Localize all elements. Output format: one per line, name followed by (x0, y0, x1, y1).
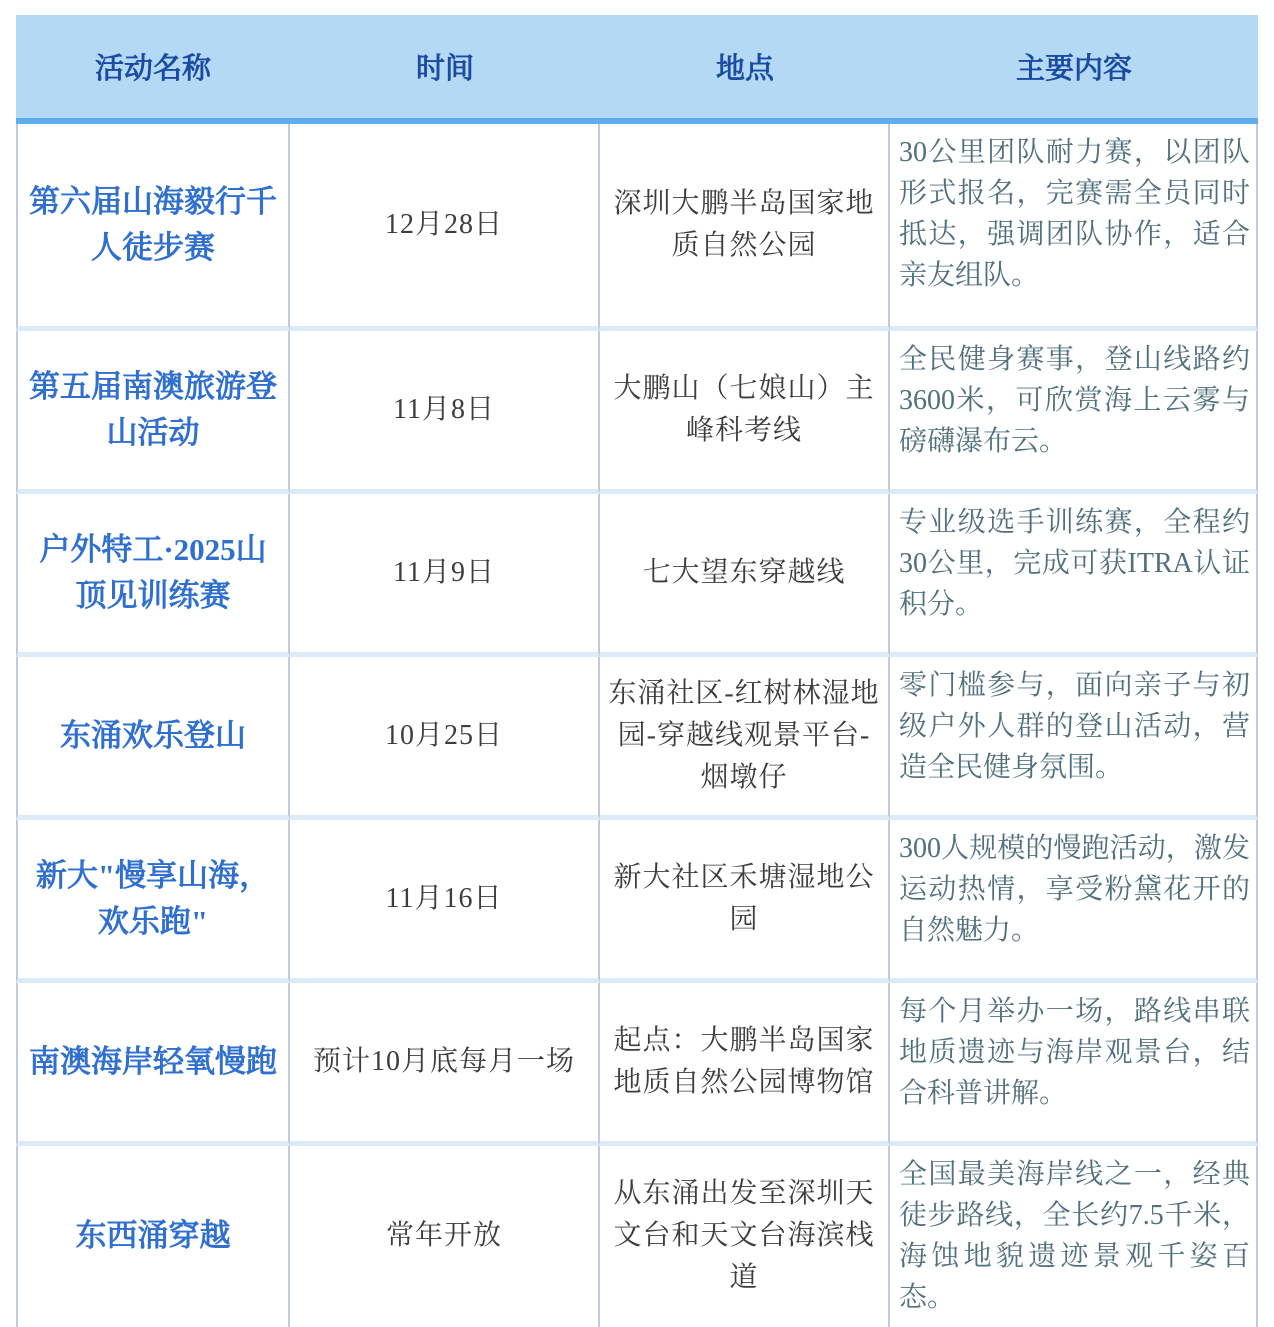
event-location-cell: 大鹏山（七娘山）主峰科考线 (600, 331, 890, 494)
event-name-cell: 第六届山海毅行千人徒步赛 (16, 124, 290, 331)
event-location-cell: 起点：大鹏半岛国家地质自然公园博物馆 (600, 983, 890, 1146)
header-row (16, 15, 1258, 124)
column-header-name: 活动名称 (16, 15, 290, 124)
event-name-cell: 新大"慢享山海，欢乐跑" (16, 820, 290, 983)
event-time-cell: 11月9日 (290, 494, 600, 657)
table-row (16, 1146, 1258, 1327)
event-location-cell: 东涌社区-红树林湿地园-穿越线观景平台-烟墩仔 (600, 657, 890, 820)
event-content-cell: 专业级选手训练赛，全程约30公里，完成可获ITRA认证积分。 (890, 494, 1258, 657)
table-row (16, 657, 1258, 820)
event-time-cell: 12月28日 (290, 124, 600, 331)
table-row (16, 983, 1258, 1146)
event-time-cell: 11月8日 (290, 331, 600, 494)
event-name-cell: 东涌欢乐登山 (16, 657, 290, 820)
event-time-cell: 11月16日 (290, 820, 600, 983)
table-row (16, 331, 1258, 494)
event-time-cell: 10月25日 (290, 657, 600, 820)
event-time-cell: 预计10月底每月一场 (290, 983, 600, 1146)
event-name-cell: 户外特工·2025山顶见训练赛 (16, 494, 290, 657)
table-row (16, 494, 1258, 657)
event-content-cell: 30公里团队耐力赛，以团队形式报名，完赛需全员同时抵达，强调团队协作，适合亲友组队。 (890, 124, 1258, 331)
event-name-cell: 东西涌穿越 (16, 1146, 290, 1327)
event-name-cell: 第五届南澳旅游登山活动 (16, 331, 290, 494)
event-location-cell: 深圳大鹏半岛国家地质自然公园 (600, 124, 890, 331)
table-row (16, 124, 1258, 331)
column-header-content: 主要内容 (890, 15, 1258, 124)
event-time-cell: 常年开放 (290, 1146, 600, 1327)
event-location-cell: 新大社区禾塘湿地公园 (600, 820, 890, 983)
event-location-cell: 七大望东穿越线 (600, 494, 890, 657)
event-location-cell: 从东涌出发至深圳天文台和天文台海滨栈道 (600, 1146, 890, 1327)
event-content-cell: 零门槛参与，面向亲子与初级户外人群的登山活动，营造全民健身氛围。 (890, 657, 1258, 820)
table-header (16, 15, 1258, 124)
table-body (16, 124, 1258, 1327)
event-content-cell: 每个月举办一场，路线串联地质遗迹与海岸观景台，结合科普讲解。 (890, 983, 1258, 1146)
event-content-cell: 全民健身赛事，登山线路约3600米，可欣赏海上云雾与磅礴瀑布云。 (890, 331, 1258, 494)
column-header-location: 地点 (600, 15, 890, 124)
event-content-cell: 300人规模的慢跑活动，激发运动热情，享受粉黛花开的自然魅力。 (890, 820, 1258, 983)
event-content-cell: 全国最美海岸线之一，经典徒步路线，全长约7.5千米，海蚀地貌遗迹景观千姿百态。 (890, 1146, 1258, 1327)
column-header-time: 时间 (290, 15, 600, 124)
activities-table (16, 15, 1258, 1327)
table-row (16, 820, 1258, 983)
event-name-cell: 南澳海岸轻氧慢跑 (16, 983, 290, 1146)
